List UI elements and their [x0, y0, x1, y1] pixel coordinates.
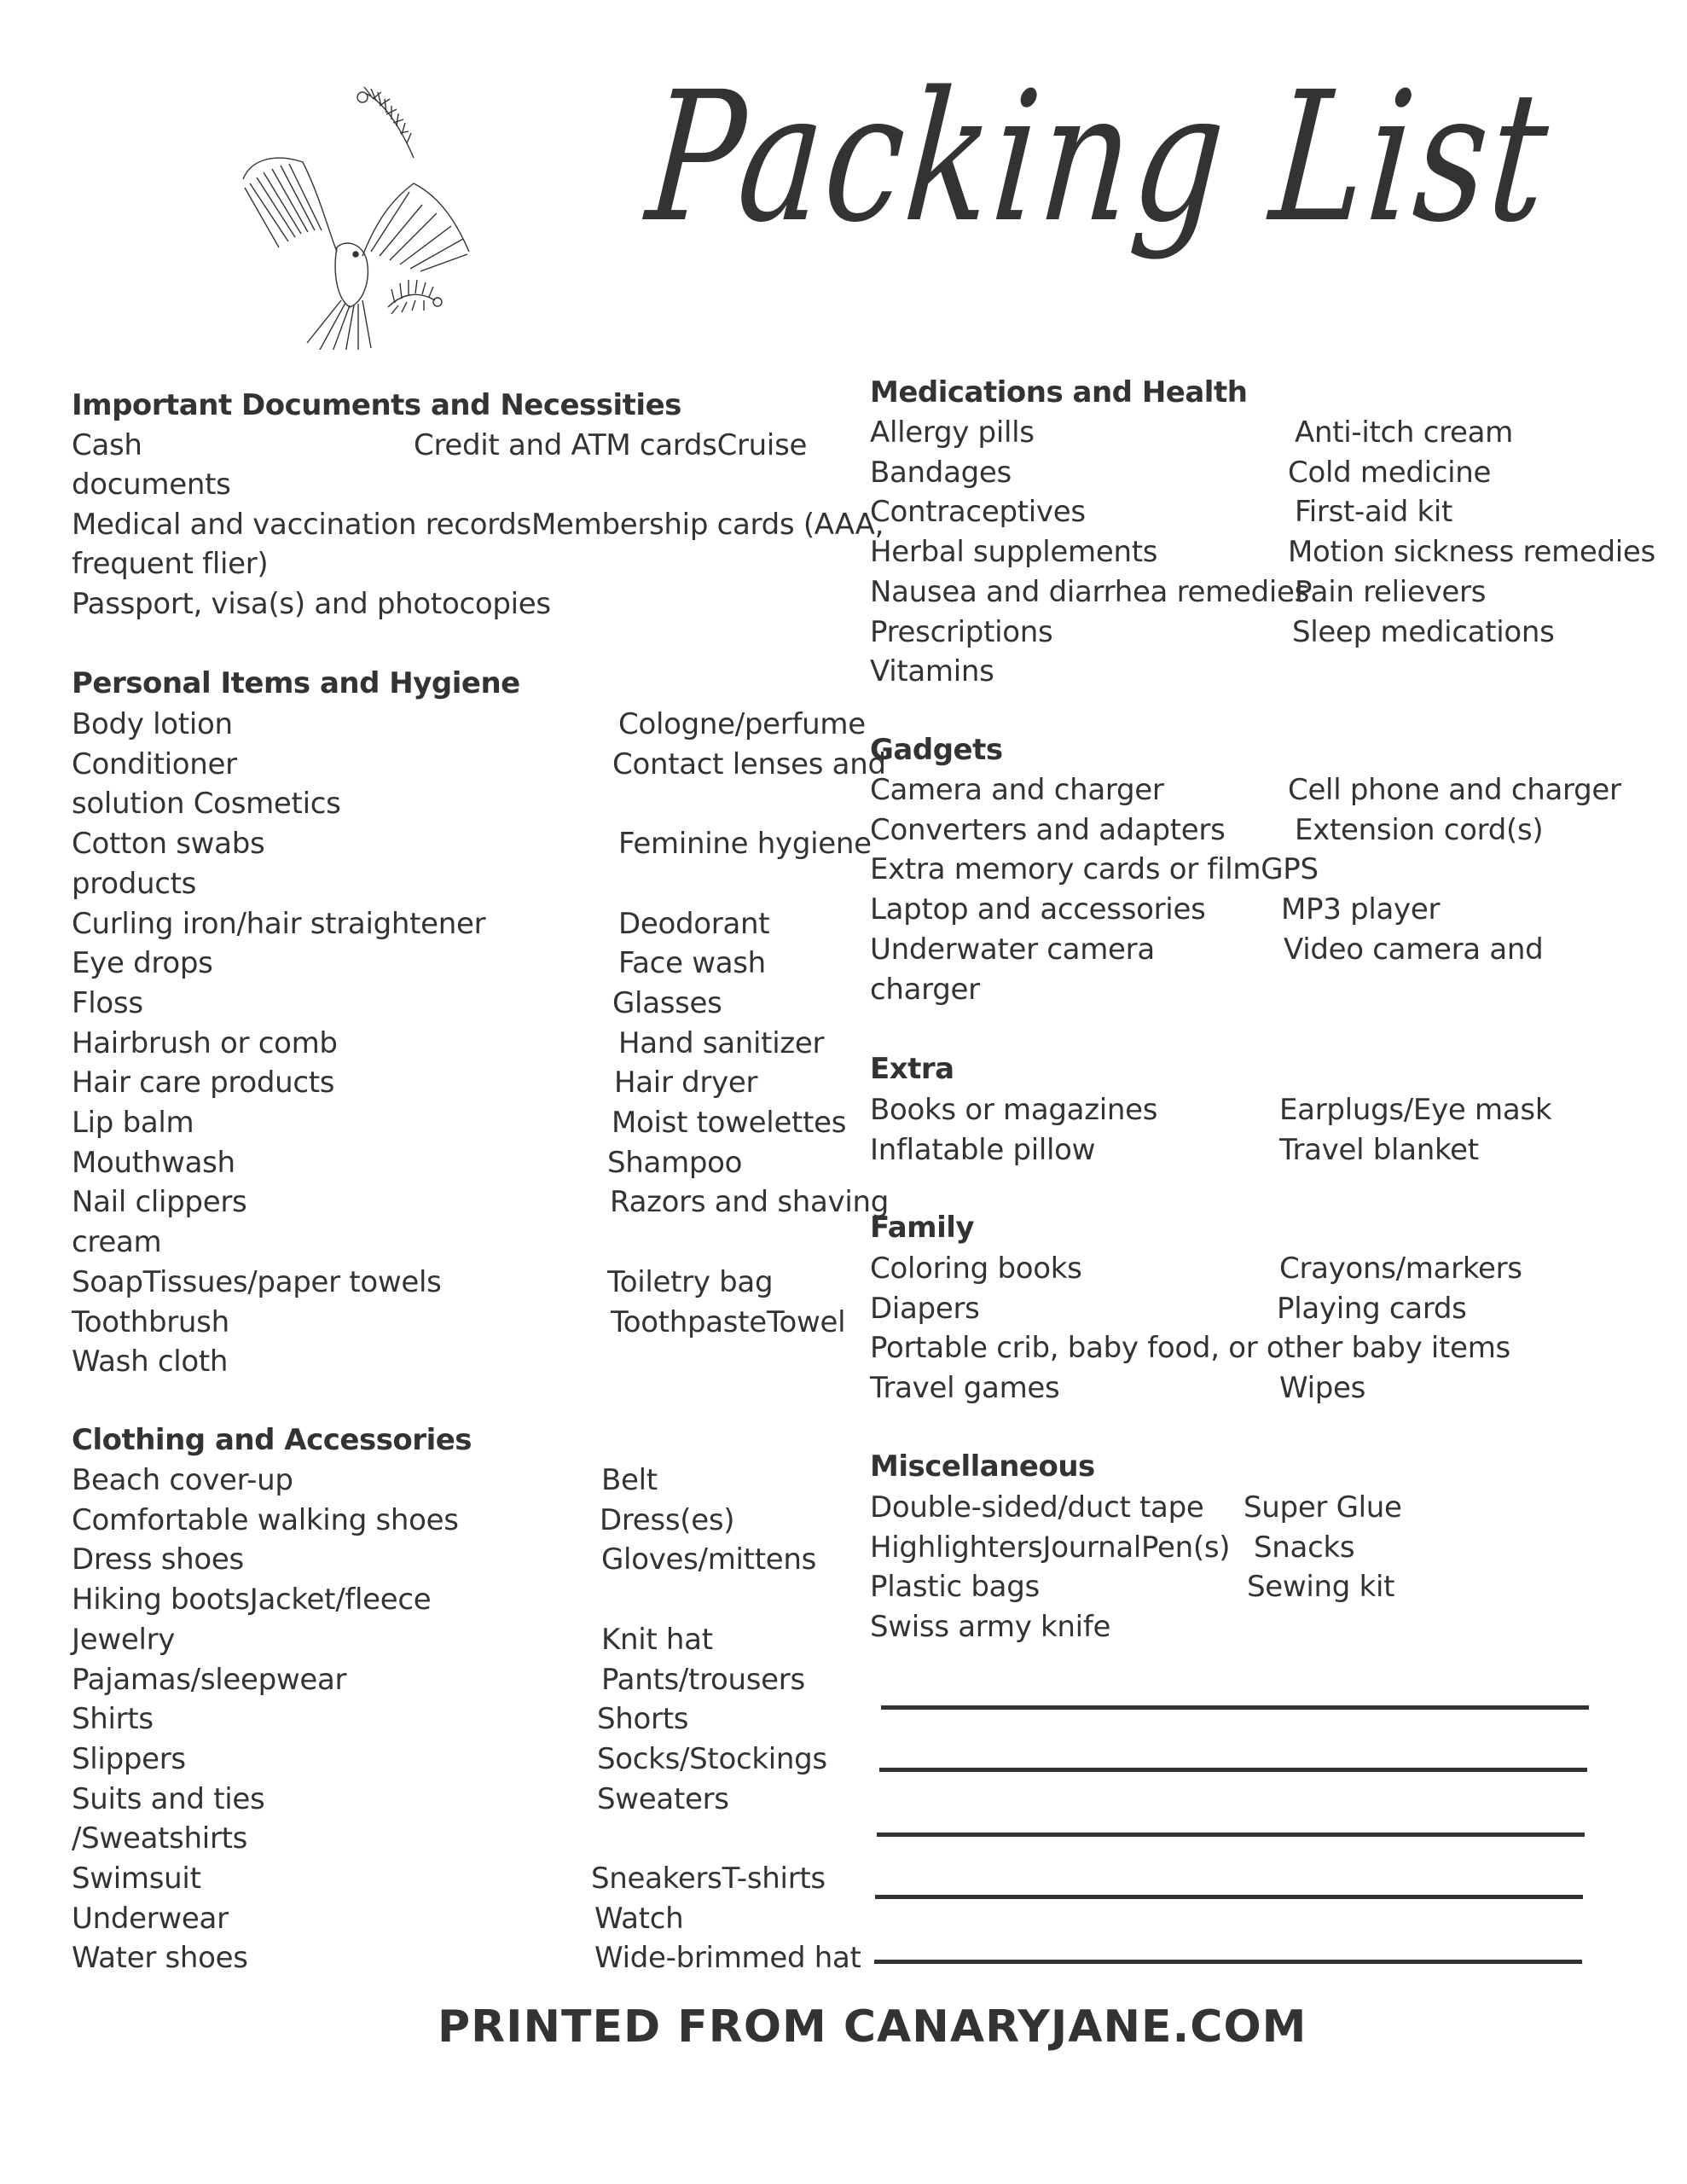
- list-item: Nail clippers: [72, 1185, 247, 1219]
- list-item: Comfortable walking shoes: [72, 1503, 459, 1537]
- list-item: Pajamas/sleepwear: [72, 1663, 347, 1697]
- list-item: Belt: [601, 1463, 658, 1497]
- list-item: Video camera and: [1284, 932, 1544, 967]
- list-item: Credit and ATM cardsCruise: [414, 428, 808, 462]
- list-item: Body lotion: [72, 707, 233, 741]
- list-item: SneakersT-shirts: [591, 1862, 826, 1896]
- list-item: Gloves/mittens: [601, 1542, 817, 1577]
- list-item: Sleep medications: [1292, 615, 1555, 649]
- list-item: Double-sided/duct tape: [870, 1490, 1204, 1525]
- list-item: Laptop and accessories: [870, 892, 1206, 926]
- list-item: Water shoes: [72, 1941, 248, 1975]
- list-item: Conditioner: [72, 747, 237, 781]
- list-item: Toiletry bag: [607, 1265, 774, 1299]
- list-item: Shorts: [597, 1702, 689, 1736]
- list-item: Underwear: [72, 1902, 229, 1936]
- list-item: Lip balm: [72, 1106, 194, 1140]
- list-item: Cotton swabs: [72, 827, 265, 861]
- list-item: Bandages: [870, 456, 1012, 490]
- list-item: Floss: [72, 986, 143, 1020]
- list-item: Motion sickness remedies: [1288, 535, 1655, 569]
- list-item: Knit hat: [601, 1623, 713, 1657]
- list-item: Underwater camera: [870, 932, 1155, 967]
- list-item: Earplugs/Eye mask: [1279, 1093, 1552, 1127]
- list-item: Allergy pills: [870, 415, 1035, 450]
- list-item: Pain relievers: [1295, 575, 1487, 609]
- list-item: Extension cord(s): [1295, 813, 1544, 847]
- list-item: MP3 player: [1281, 892, 1441, 926]
- list-item: Herbal supplements: [870, 535, 1158, 569]
- section-heading-medications: Medications and Health: [870, 375, 1248, 410]
- list-item: Hair dryer: [614, 1066, 758, 1100]
- list-item: Passport, visa(s) and photocopies: [72, 587, 551, 621]
- list-item: Portable crib, baby food, or other baby items: [870, 1331, 1510, 1365]
- list-item: Nausea and diarrhea remedies: [870, 575, 1310, 609]
- list-item: Razors and shaving: [610, 1185, 890, 1219]
- list-item: Wide-brimmed hat: [594, 1941, 861, 1975]
- list-item: documents: [72, 468, 231, 502]
- list-item: Travel blanket: [1279, 1133, 1479, 1167]
- list-item: solution Cosmetics: [72, 787, 341, 821]
- list-item: Hiking bootsJacket/fleece: [72, 1583, 432, 1617]
- list-item: Books or magazines: [870, 1093, 1158, 1127]
- list-item: Anti-itch cream: [1295, 415, 1513, 450]
- list-item: Diapers: [870, 1292, 980, 1326]
- list-item: Face wash: [618, 946, 766, 980]
- list-item: Wipes: [1279, 1371, 1366, 1405]
- list-item: Toothbrush: [72, 1305, 229, 1339]
- list-item: Plastic bags: [870, 1570, 1040, 1604]
- list-item: frequent flier): [72, 547, 269, 581]
- list-item: Contact lenses and: [612, 747, 886, 781]
- section-heading-extra: Extra: [870, 1052, 954, 1086]
- list-item: HighlightersJournalPen(s): [870, 1531, 1231, 1565]
- list-item: Glasses: [612, 986, 722, 1020]
- list-item: Watch: [594, 1902, 684, 1936]
- list-item: Hand sanitizer: [618, 1026, 825, 1060]
- list-item: First-aid kit: [1295, 495, 1453, 529]
- blank-writing-line[interactable]: [874, 1960, 1582, 1964]
- list-item: charger: [870, 973, 980, 1007]
- footer-credit: PRINTED FROM CANARYJANE.COM: [438, 2001, 1307, 2053]
- list-item: Beach cover-up: [72, 1463, 293, 1497]
- list-item: Moist towelettes: [612, 1106, 847, 1140]
- list-item: Jewelry: [72, 1623, 176, 1657]
- list-item: Contraceptives: [870, 495, 1086, 529]
- list-item: Inflatable pillow: [870, 1133, 1096, 1167]
- list-item: Camera and charger: [870, 773, 1164, 807]
- list-item: Extra memory cards or filmGPS: [870, 852, 1319, 886]
- list-item: Snacks: [1254, 1531, 1355, 1565]
- list-item: Hairbrush or comb: [72, 1026, 338, 1060]
- section-heading-gadgets: Gadgets: [870, 733, 1003, 767]
- list-item: Medical and vaccination recordsMembership cards (AAA,: [72, 508, 884, 542]
- list-item: Dress shoes: [72, 1542, 244, 1577]
- list-item: Curling iron/hair straightener: [72, 907, 486, 941]
- list-item: Swiss army knife: [870, 1610, 1111, 1644]
- list-item: Pants/trousers: [601, 1663, 805, 1697]
- list-item: ToothpasteTowel: [611, 1305, 846, 1339]
- section-heading-personal: Personal Items and Hygiene: [72, 666, 520, 700]
- list-item: Hair care products: [72, 1066, 335, 1100]
- list-item: Swimsuit: [72, 1862, 201, 1896]
- page-title: Packing List: [641, 53, 1558, 262]
- list-item: Shampoo: [607, 1146, 743, 1180]
- list-item: cream: [72, 1225, 162, 1259]
- list-item: Sweaters: [597, 1782, 729, 1816]
- blank-writing-line[interactable]: [879, 1768, 1587, 1772]
- list-item: Cold medicine: [1288, 456, 1492, 490]
- parrot-illustration-icon: [226, 77, 507, 350]
- section-heading-clothing: Clothing and Accessories: [72, 1423, 472, 1457]
- section-heading-family: Family: [870, 1211, 975, 1245]
- list-item: Socks/Stockings: [597, 1742, 827, 1776]
- list-item: Shirts: [72, 1702, 154, 1736]
- list-item: Slippers: [72, 1742, 186, 1776]
- list-item: Eye drops: [72, 946, 213, 980]
- section-heading-misc: Miscellaneous: [870, 1449, 1095, 1484]
- list-item: Converters and adapters: [870, 813, 1226, 847]
- section-heading-documents: Important Documents and Necessities: [72, 388, 681, 422]
- list-item: Suits and ties: [72, 1782, 265, 1816]
- list-item: Playing cards: [1277, 1292, 1467, 1326]
- list-item: products: [72, 867, 197, 901]
- list-item: Vitamins: [870, 654, 994, 688]
- list-item: Prescriptions: [870, 615, 1053, 649]
- list-item: Dress(es): [600, 1503, 735, 1537]
- blank-writing-line[interactable]: [875, 1895, 1583, 1899]
- list-item: Mouthwash: [72, 1146, 235, 1180]
- list-item: Cologne/perfume: [618, 707, 866, 741]
- list-item: Feminine hygiene: [618, 827, 872, 861]
- list-item: Coloring books: [870, 1252, 1082, 1286]
- blank-writing-line[interactable]: [881, 1705, 1589, 1710]
- list-item: Deodorant: [618, 907, 770, 941]
- list-item: /Sweatshirts: [72, 1821, 248, 1856]
- list-item: Sewing kit: [1247, 1570, 1395, 1604]
- list-item: Cash: [72, 428, 142, 462]
- list-item: Cell phone and charger: [1288, 773, 1621, 807]
- list-item: Crayons/markers: [1279, 1252, 1522, 1286]
- list-item: Wash cloth: [72, 1345, 229, 1379]
- list-item: Travel games: [870, 1371, 1060, 1405]
- blank-writing-line[interactable]: [877, 1833, 1585, 1837]
- list-item: SoapTissues/paper towels: [72, 1265, 442, 1299]
- list-item: Super Glue: [1244, 1490, 1402, 1525]
